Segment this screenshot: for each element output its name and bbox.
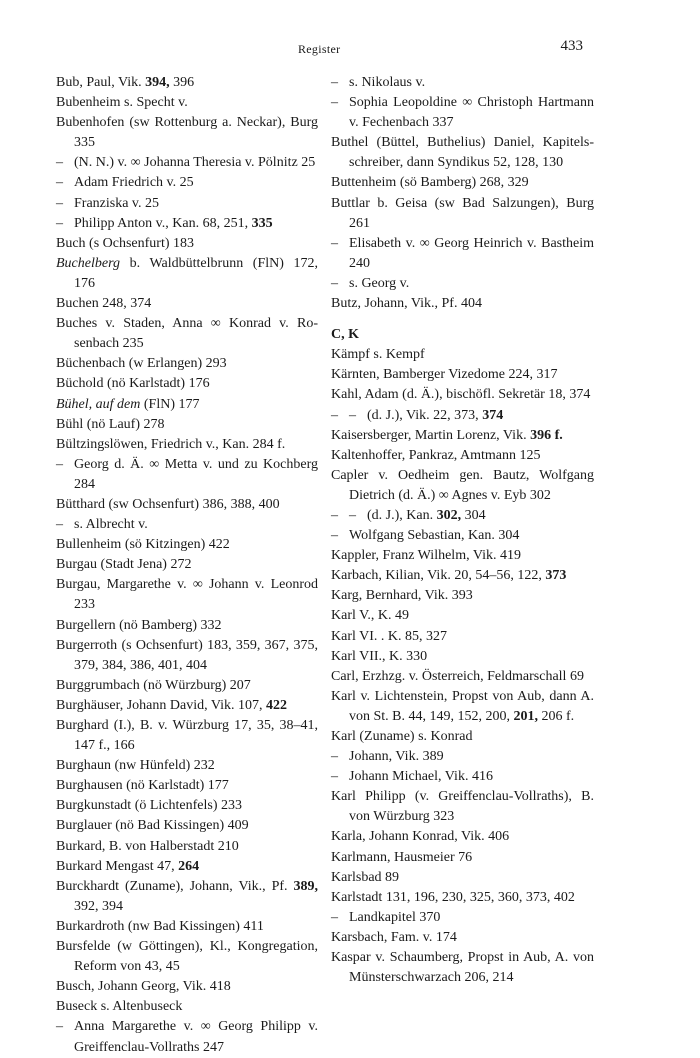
index-entry: Karsbach, Fam. v. 174 xyxy=(331,929,457,945)
index-entry: Burgerroth (s Ochsenfurt) 183, 359, 367, 375, 379, 384, 386, 401, 404 xyxy=(56,637,318,673)
index-entry: Karla, Johann Konrad, Vik. 406 xyxy=(331,829,510,845)
index-entry: Büchenbach (w Erlangen) 293 xyxy=(56,356,227,372)
index-entry: Kärnten, Bamberger Vizedome 224, 317 xyxy=(331,367,558,383)
index-entry: Burghaun (nw Hünfeld) 232 xyxy=(56,758,215,774)
index-entry: Karlsbad 89 xyxy=(331,869,400,885)
index-entry: Bühl (nö Lauf) 278 xyxy=(56,416,165,432)
index-entry: Burkardroth (nw Bad Kissingen) 411 xyxy=(56,918,264,934)
index-subentry: – s. Albrecht v. xyxy=(56,517,148,533)
index-entry: Buttenheim (sö Bamberg) 268, 329 xyxy=(331,175,529,191)
index-entry: Karl VI. . K. 85, 327 xyxy=(331,628,448,644)
index-entry: Bühel, auf dem (FlN) 177 xyxy=(56,396,200,412)
index-entry: Buttlar b. Geisa (sw Bad Salzungen), Burg 261 xyxy=(331,195,594,231)
index-entry: Buch (s Ochsenfurt) 183 xyxy=(56,235,195,251)
index-subentry: – Franziska v. 25 xyxy=(56,195,160,211)
index-entry: Karg, Bernhard, Vik. 393 xyxy=(331,588,473,604)
index-entry: Bubenheim s. Specht v. xyxy=(56,95,188,111)
index-subentry: – Wolfgang Sebastian, Kan. 304 xyxy=(331,528,520,544)
index-entry: Karlmann, Hausmeier 76 xyxy=(331,849,473,865)
index-entry: Karl VII., K. 330 xyxy=(331,648,428,664)
index-entry: Burkard Mengast 47, 264 xyxy=(56,858,200,874)
index-subentry: – Adam Friedrich v. 25 xyxy=(56,175,194,191)
index-entry: Burckhardt (Zuname), Johann, Vik., Pf. 389, 392, 394 xyxy=(56,878,318,914)
index-entry: Kämpf s. Kempf xyxy=(331,347,425,363)
index-entry: Capler v. Oedheim gen. Bautz, Wolfgang Dietrich (d. Ä.) ∞ Agnes v. Eyb 302 xyxy=(331,467,594,503)
index-entry: Karbach, Kilian, Vik. 20, 54–56, 122, 373 xyxy=(331,568,567,584)
index-subentry: – – (d. J.), Kan. 302, 304 xyxy=(331,507,486,523)
index-entry: Buchen 248, 374 xyxy=(56,296,152,312)
index-entry: Burghäuser, Johann David, Vik. 107, 422 xyxy=(56,697,288,713)
index-entry: Burgellern (nö Bamberg) 332 xyxy=(56,617,222,633)
index-subentry: – Anna Margarethe v. ∞ Georg Philipp v. Greiffenclau-Vollraths 247 xyxy=(56,1019,318,1055)
running-head: Register xyxy=(298,42,341,56)
index-entry: Karl Philipp (v. Greiffenclau-Vollraths), B. von Würzburg 323 xyxy=(331,789,594,825)
index-entry: Butz, Johann, Vik., Pf. 404 xyxy=(331,296,482,312)
index-subentry: – Johann Michael, Vik. 416 xyxy=(331,769,493,785)
index-entry: Burghausen (nö Karlstadt) 177 xyxy=(56,778,229,794)
index-entry: Carl, Erzhzg. v. Österreich, Feldmarschall 69 xyxy=(331,668,584,684)
index-entry: Karl V., K. 49 xyxy=(331,608,410,624)
index-entry: Burghard (I.), B. v. Würzburg 17, 35, 38–41, 147 f., 166 xyxy=(56,718,318,754)
index-entry: Buches v. Staden, Anna ∞ Konrad v. Rosenbach 235 xyxy=(56,316,318,352)
index-entry: Kaltenhoffer, Pankraz, Amtmann 125 xyxy=(331,447,541,463)
index-entry: Bullenheim (sö Kitzingen) 422 xyxy=(56,537,230,553)
index-entry: Bub, Paul, Vik. 394, 396 xyxy=(56,75,195,90)
index-entry: Karlstadt 131, 196, 230, 325, 360, 373, 402 xyxy=(331,889,575,905)
page-number: 433 xyxy=(560,38,583,54)
index-entry: Kaspar v. Schaumberg, Propst in Aub, A. von Münsterschwarzach 206, 214 xyxy=(331,950,594,986)
index-entry: Buchelberg b. Waldbüttelbrunn (FlN) 172, 176 xyxy=(56,255,318,291)
index-subentry: – – (d. J.), Vik. 22, 373, 374 xyxy=(331,407,504,423)
index-subentry: – Sophia Leopoldine ∞ Christoph Hartmann v. Fechenbach 337 xyxy=(331,95,594,131)
index-entry: Burkard, B. von Halberstadt 210 xyxy=(56,838,239,854)
index-entry: Burggrumbach (nö Würzburg) 207 xyxy=(56,677,251,693)
index-subentry: – (N. N.) v. ∞ Johanna Theresia v. Pölnitz 25 xyxy=(56,155,316,171)
index-entry: Bubenhofen (sw Rottenburg a. Neckar), Burg 335 xyxy=(56,115,318,151)
index-column-right xyxy=(331,73,594,988)
index-subentry: – Philipp Anton v., Kan. 68, 251, 335 xyxy=(56,215,273,231)
index-entry: Kappler, Franz Wilhelm, Vik. 419 xyxy=(331,548,521,564)
section-heading: C, K xyxy=(331,327,359,343)
index-subentry: – s. Nikolaus v. xyxy=(331,75,426,90)
index-subentry: – Elisabeth v. ∞ Georg Heinrich v. Bastheim 240 xyxy=(331,235,594,271)
index-subentry: – Johann, Vik. 389 xyxy=(331,749,444,765)
index-entry: Kahl, Adam (d. Ä.), bischöfl. Sekretär 18, 374 xyxy=(331,387,591,403)
index-entry: Burgau, Margarethe v. ∞ Johann v. Leonrod 233 xyxy=(56,577,318,613)
index-subentry: – Georg d. Ä. ∞ Metta v. und zu Kochberg 284 xyxy=(56,456,318,492)
index-entry: Burgkunstadt (ö Lichtenfels) 233 xyxy=(56,798,242,814)
index-subentry: – Landkapitel 370 xyxy=(331,909,441,925)
index-entry: Burglauer (nö Bad Kissingen) 409 xyxy=(56,818,249,834)
index-subentry: – s. Georg v. xyxy=(331,275,410,291)
index-entry: Büchold (nö Karlstadt) 176 xyxy=(56,376,210,392)
index-entry: Buseck s. Altenbuseck xyxy=(56,999,183,1015)
index-entry: Burgau (Stadt Jena) 272 xyxy=(56,557,192,573)
index-column-left xyxy=(56,73,318,1058)
index-entry: Karl (Zuname) s. Konrad xyxy=(331,729,473,744)
index-entry: Bütthard (sw Ochsenfurt) 386, 388, 400 xyxy=(56,496,280,512)
page-header xyxy=(0,38,700,62)
index-entry: Bursfelde (w Göttingen), Kl., Kongregation, Reform von 43, 45 xyxy=(56,939,318,975)
index-entry: Bültzingslöwen, Friedrich v., Kan. 284 f. xyxy=(56,436,286,452)
index-entry: Karl v. Lichtenstein, Propst von Aub, dann A. von St. B. 44, 149, 152, 200, 201, 206 f. xyxy=(331,688,594,724)
index-entry: Buthel (Büttel, Buthelius) Daniel, Kapitelsschreiber, dann Syndikus 52, 128, 130 xyxy=(331,135,594,171)
index-entry: Busch, Johann Georg, Vik. 418 xyxy=(56,979,231,995)
index-entry: Kaisersberger, Martin Lorenz, Vik. 396 f. xyxy=(331,427,563,443)
